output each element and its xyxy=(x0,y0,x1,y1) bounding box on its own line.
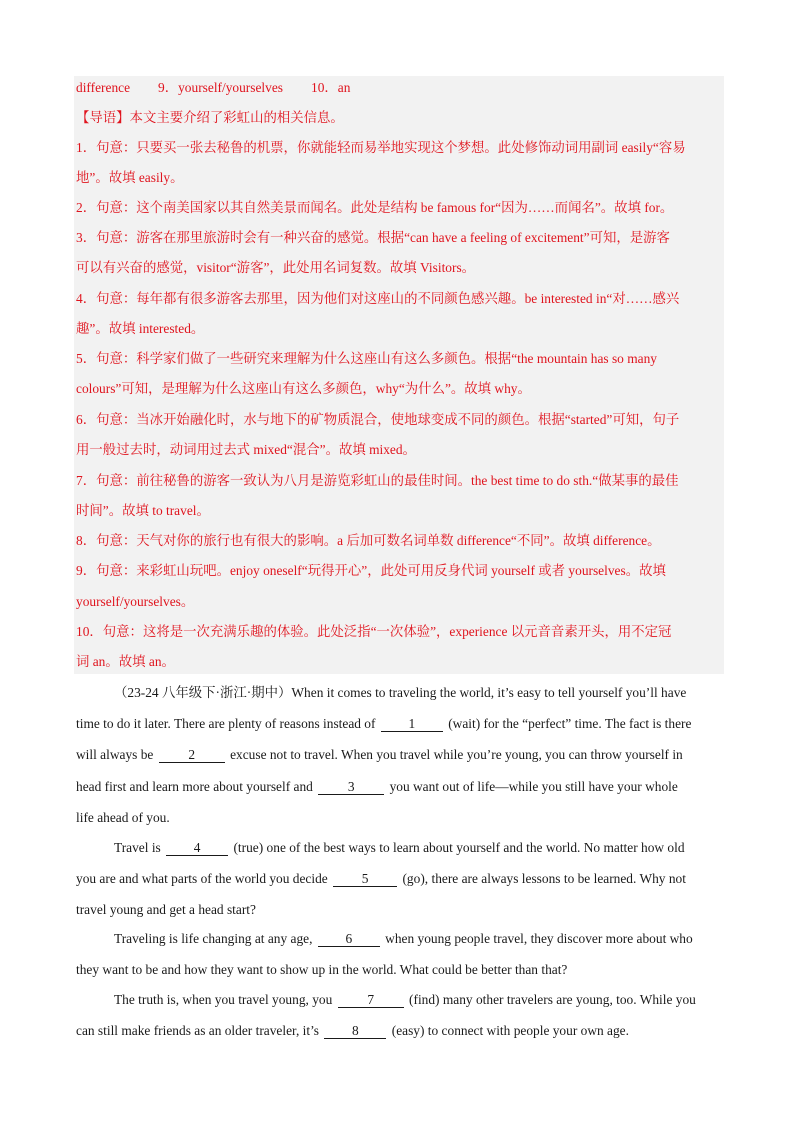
passage-line: head first and learn more about yourself and 3 you want out of life—while you still have your whole xyxy=(76,779,678,794)
explanation-line: colours”可知，是理解为什么这座山有这么多颜色，why“为什么”。故填 why。 xyxy=(76,381,531,396)
blank-3[interactable]: 3 xyxy=(318,780,384,795)
explanation-line: yourself/yourselves。 xyxy=(76,594,195,609)
passage-line: The truth is, when you travel young, you 7 (find) many other travelers are young, too. While you xyxy=(114,992,696,1007)
passage-line: you are and what parts of the world you decide 5 (go), there are always lessons to be learned. Why not xyxy=(76,871,686,886)
blank-1[interactable]: 1 xyxy=(381,717,443,732)
blank-2[interactable]: 2 xyxy=(159,748,225,763)
passage-line: （23-24 八年级下·浙江·期中）When it comes to traveling the world, it’s easy to tell yourself you’ll have xyxy=(114,685,687,700)
explanation-line: 7．句意：前往秘鲁的游客一致认为八月是游览彩虹山的最佳时间。the best time to do sth.“做某事的最佳 xyxy=(76,473,679,488)
answer-9: 9．yourself/yourselves xyxy=(158,80,283,95)
passage-line: Travel is 4 (true) one of the best ways to learn about yourself and the world. No matter how old xyxy=(114,840,685,855)
passage-line: travel young and get a head start? xyxy=(76,902,256,917)
passage-line: they want to be and how they want to show up in the world. What could be better than that? xyxy=(76,962,568,977)
passage-line: Traveling is life changing at any age, 6 when young people travel, they discover more about who xyxy=(114,931,693,946)
explanation-line: 趣”。故填 interested。 xyxy=(76,321,205,336)
explanation-line: 可以有兴奋的感觉，visitor“游客”，此处用名词复数。故填 Visitors。 xyxy=(76,260,476,275)
explanation-line: 9．句意：来彩虹山玩吧。enjoy oneself“玩得开心”，此处可用反身代词 yourself 或者 yourselves。故填 xyxy=(76,563,666,578)
explanation-line: 4．句意：每年都有很多游客去那里，因为他们对这座山的不同颜色感兴趣。be interested in“对……感兴 xyxy=(76,291,680,306)
explanation-line: 时间”。故填 to travel。 xyxy=(76,503,210,518)
explanation-line: 地”。故填 easily。 xyxy=(76,170,184,185)
explanation-line: 2．句意：这个南美国家以其自然美景而闻名。此处是结构 be famous for“因为……而闻名”。故填 for。 xyxy=(76,200,674,215)
explanation-line: 词 an。故填 an。 xyxy=(76,654,175,669)
explanation-line: 6．句意：当冰开始融化时，水与地下的矿物质混合，使地球变成不同的颜色。根据“started”可知，句子 xyxy=(76,412,680,427)
passage-line: will always be 2 excuse not to travel. When you travel while you’re young, you can throw yourself in xyxy=(76,747,683,762)
explanation-line: 用一般过去时，动词用过去式 mixed“混合”。故填 mixed。 xyxy=(76,442,416,457)
answer-10: 10．an xyxy=(311,80,351,95)
explanation-line: 5．句意：科学家们做了一些研究来理解为什么这座山有这么多颜色。根据“the mountain has so many xyxy=(76,351,657,366)
passage-line: can still make friends as an older traveler, it’s 8 (easy) to connect with people your own age. xyxy=(76,1023,629,1038)
answer-explanation-box xyxy=(74,76,724,674)
blank-8[interactable]: 8 xyxy=(324,1024,386,1039)
blank-5[interactable]: 5 xyxy=(333,872,397,887)
explanation-line: 10．句意：这将是一次充满乐趣的体验。此处泛指“一次体验”，experience 以元音音素开头，用不定冠 xyxy=(76,624,672,639)
intro-line: 【导语】本文主要介绍了彩虹山的相关信息。 xyxy=(76,110,344,125)
answer-8: difference xyxy=(76,80,131,95)
blank-7[interactable]: 7 xyxy=(338,993,404,1008)
passage-line: life ahead of you. xyxy=(76,810,170,825)
explanation-line: 3．句意：游客在那里旅游时会有一种兴奋的感觉。根据“can have a feeling of excitement”可知，是游客 xyxy=(76,230,670,245)
blank-4[interactable]: 4 xyxy=(166,841,228,856)
blank-6[interactable]: 6 xyxy=(318,932,380,947)
answers-tail-line xyxy=(76,79,350,97)
passage-line: time to do it later. There are plenty of reasons instead of 1 (wait) for the “perfect” time. The fact is there xyxy=(76,716,692,731)
explanation-line: 1．句意：只要买一张去秘鲁的机票，你就能轻而易举地实现这个梦想。此处修饰动词用副词 easily“容易 xyxy=(76,140,686,155)
explanation-line: 8．句意：天气对你的旅行也有很大的影响。a 后加可数名词单数 difference“不同”。故填 difference。 xyxy=(76,533,661,548)
